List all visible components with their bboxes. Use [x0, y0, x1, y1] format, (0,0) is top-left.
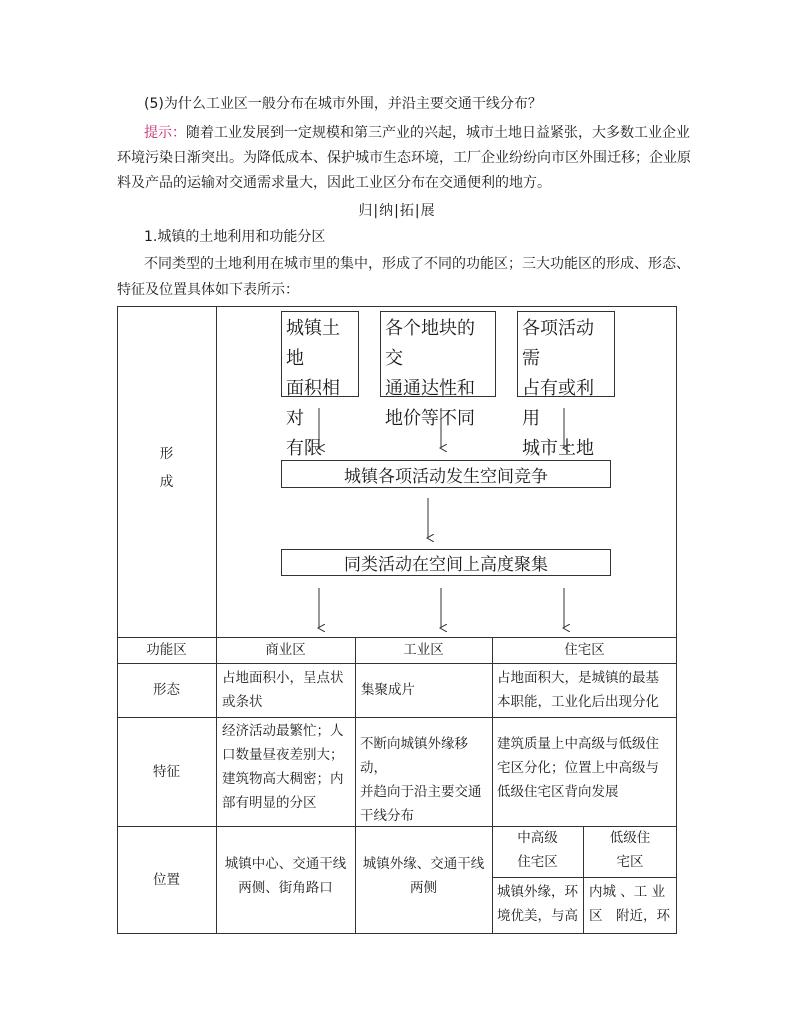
flow-bar-competition: 城镇各项活动发生空间竞争 [281, 460, 611, 488]
row-label-location: 位置 [153, 872, 180, 888]
flow-box-line: 地价等不同 [385, 408, 475, 429]
cell-line: 并趋向于沿主要交通 [360, 784, 482, 800]
row-label-feature: 特征 [153, 763, 180, 780]
hint-label: 提示： [144, 125, 186, 141]
flow-box-line: 各项活动需 [522, 318, 594, 369]
header-function-zone: 功能区 [146, 642, 187, 658]
form-industrial: 集聚成片 [361, 682, 415, 698]
row-label-form: 形态 [153, 682, 180, 698]
flow-box-line: 有限 [286, 438, 322, 459]
form-residential [497, 666, 677, 714]
cell-line: 两侧、街角路口 [238, 880, 333, 896]
cell-line: 经济活动最繁忙；人 [222, 723, 344, 739]
flow-box-line: 通通达性和 [385, 378, 475, 399]
flow-box-line: 占有或利用 [522, 378, 594, 429]
cell-line: 干线分布 [360, 808, 414, 824]
cell-line: 口数量昼夜差别大； [222, 747, 344, 763]
cell-line: 本职能，工业化后出现分化 [497, 694, 659, 710]
header-commercial: 商业区 [265, 642, 306, 658]
flow-box-line: 城镇土地 [286, 318, 340, 369]
cell-line: 内城 、工 业 [589, 884, 666, 900]
location-res-high-header [492, 826, 583, 874]
cell-line: 城镇中心、交通干线 [224, 856, 347, 872]
header-industrial: 工业区 [403, 642, 444, 658]
feature-industrial [360, 732, 492, 828]
hint-line-2: 环境污染日渐突出。为降低成本、保护城市生态环境，工厂企业纷纷向市区外围迁移；企业原 [117, 150, 691, 166]
cell-line: 中高级 [517, 830, 558, 846]
flow-bar-aggregation: 同类活动在空间上高度聚集 [281, 549, 611, 576]
cell-line: 占地面积大，是城镇的最基 [497, 670, 659, 686]
flow-box-line: 各个地块的交 [385, 318, 475, 369]
feature-commercial [222, 719, 354, 815]
cell-line: 建筑物高大稠密；内 [222, 771, 344, 787]
cell-line: 低级住宅区背向发展 [497, 784, 619, 800]
cell-line: 两侧 [410, 880, 437, 896]
feature-residential [497, 732, 677, 804]
cell-line: 不断向城镇外缘移动， [360, 736, 468, 776]
cell-line: 部有明显的分区 [222, 795, 317, 811]
cell-line: 境优美，与高 [497, 908, 578, 924]
cell-line: 低级住 [609, 830, 651, 846]
cell-line: 城镇外缘、交通干线 [362, 856, 485, 872]
location-res-high [497, 880, 583, 928]
location-industrial [355, 852, 492, 900]
flow-box-line: 面积相对 [286, 378, 340, 429]
location-res-low [589, 880, 677, 928]
location-res-low-header [583, 826, 677, 874]
hint-text-1: 随着工业发展到一定规模和第三产业的兴起，城市土地日益紧张，大多数工业企业 [186, 125, 690, 141]
cell-line: 建筑质量上中高级与低级住 [497, 736, 659, 752]
formation-label-char: 成 [159, 474, 174, 490]
formation-label-char: 形 [159, 446, 174, 462]
section-title: 归|纳|拓|展 [358, 203, 436, 219]
cell-line: 宅区 [616, 854, 644, 870]
location-commercial [216, 852, 355, 900]
flow-box-line: 城市土地 [522, 438, 594, 459]
intro-line-1: 不同类型的土地利用在城市里的集中，形成了不同的功能区；三大功能区的形成、形态、 [144, 256, 690, 272]
intro-line-2: 特征及位置具体如下表所示： [117, 282, 299, 298]
header-residential: 住宅区 [564, 642, 605, 658]
form-commercial [222, 666, 354, 714]
cell-line: 或条状 [222, 694, 263, 710]
cell-line: 住宅区 [517, 854, 558, 870]
cell-line: 占地面积小，呈点状 [222, 670, 344, 686]
cell-line: 区 附近，环 [589, 908, 670, 924]
cell-line: 宅区分化；位置上中高级与 [497, 760, 659, 776]
subsection-heading: 1.城镇的土地利用和功能分区 [144, 229, 326, 245]
cell-line: 城镇外缘，环 [497, 884, 578, 900]
question-text: (5)为什么工业区一般分布在城市外围，并沿主要交通干线分布？ [144, 96, 542, 112]
hint-line-3: 料及产品的运输对交通需求量大，因此工业区分布在交通便利的地方。 [117, 175, 551, 191]
